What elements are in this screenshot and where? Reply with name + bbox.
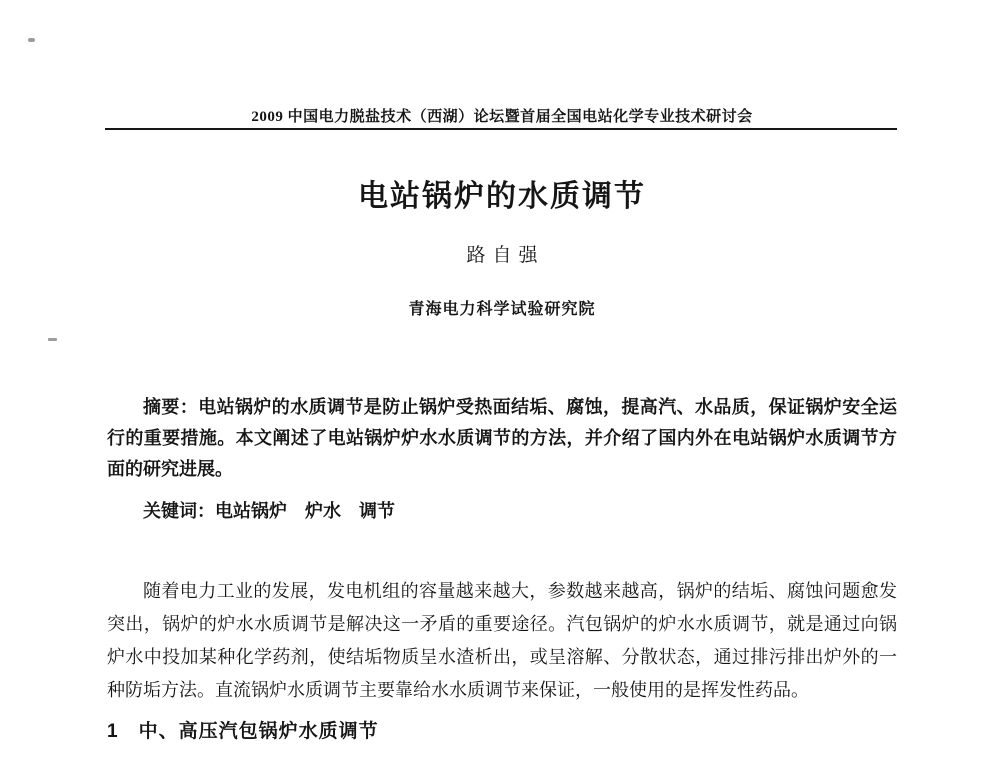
section-heading: [107, 716, 897, 743]
keywords-text: 电站锅炉 炉水 调节: [215, 501, 395, 521]
author-name: 路自强: [466, 245, 545, 266]
section-number: 1: [107, 721, 119, 742]
conference-header: 2009 中国电力脱盐技术（西湖）论坛暨首届全国电站化学专业技术研讨会: [251, 109, 753, 125]
keywords-label: 关键词：: [143, 501, 215, 521]
header-divider: [105, 128, 897, 130]
body-paragraph: 随着电力工业的发展，发电机组的容量越来越大，参数越来越高，锅炉的结垢、腐蚀问题愈发突出，锅炉的炉水水质调节是解决这一矛盾的重要途径。汽包锅炉的炉水水质调节，就是通过向锅炉水中投加某种化学药剂，使结垢物质呈水渣析出，或呈溶解、分散状态，通过排污排出炉外的一种防垢方法。直流锅炉水质调节主要靠给水水质调节来保证，一般使用的是挥发性药品。: [107, 581, 897, 700]
paper-title: 电站锅炉的水质调节: [358, 180, 646, 213]
section-title: 中、高压汽包锅炉水质调节: [138, 721, 379, 742]
author-affiliation: 青海电力科学试验研究院: [408, 301, 596, 318]
abstract-paragraph: [107, 392, 897, 485]
abstract-text: 电站锅炉的水质调节是防止锅炉受热面结垢、腐蚀，提高汽、水品质，保证锅炉安全运行的重要措施。本文阐述了电站锅炉炉水水质调节的方法，并介绍了国内外在电站锅炉水质调节方面的研究进展。: [107, 397, 897, 479]
scan-artifact: [28, 38, 35, 42]
scan-artifact: [48, 338, 57, 341]
abstract-label: 摘要：: [143, 397, 199, 417]
keywords-line: [107, 497, 897, 523]
